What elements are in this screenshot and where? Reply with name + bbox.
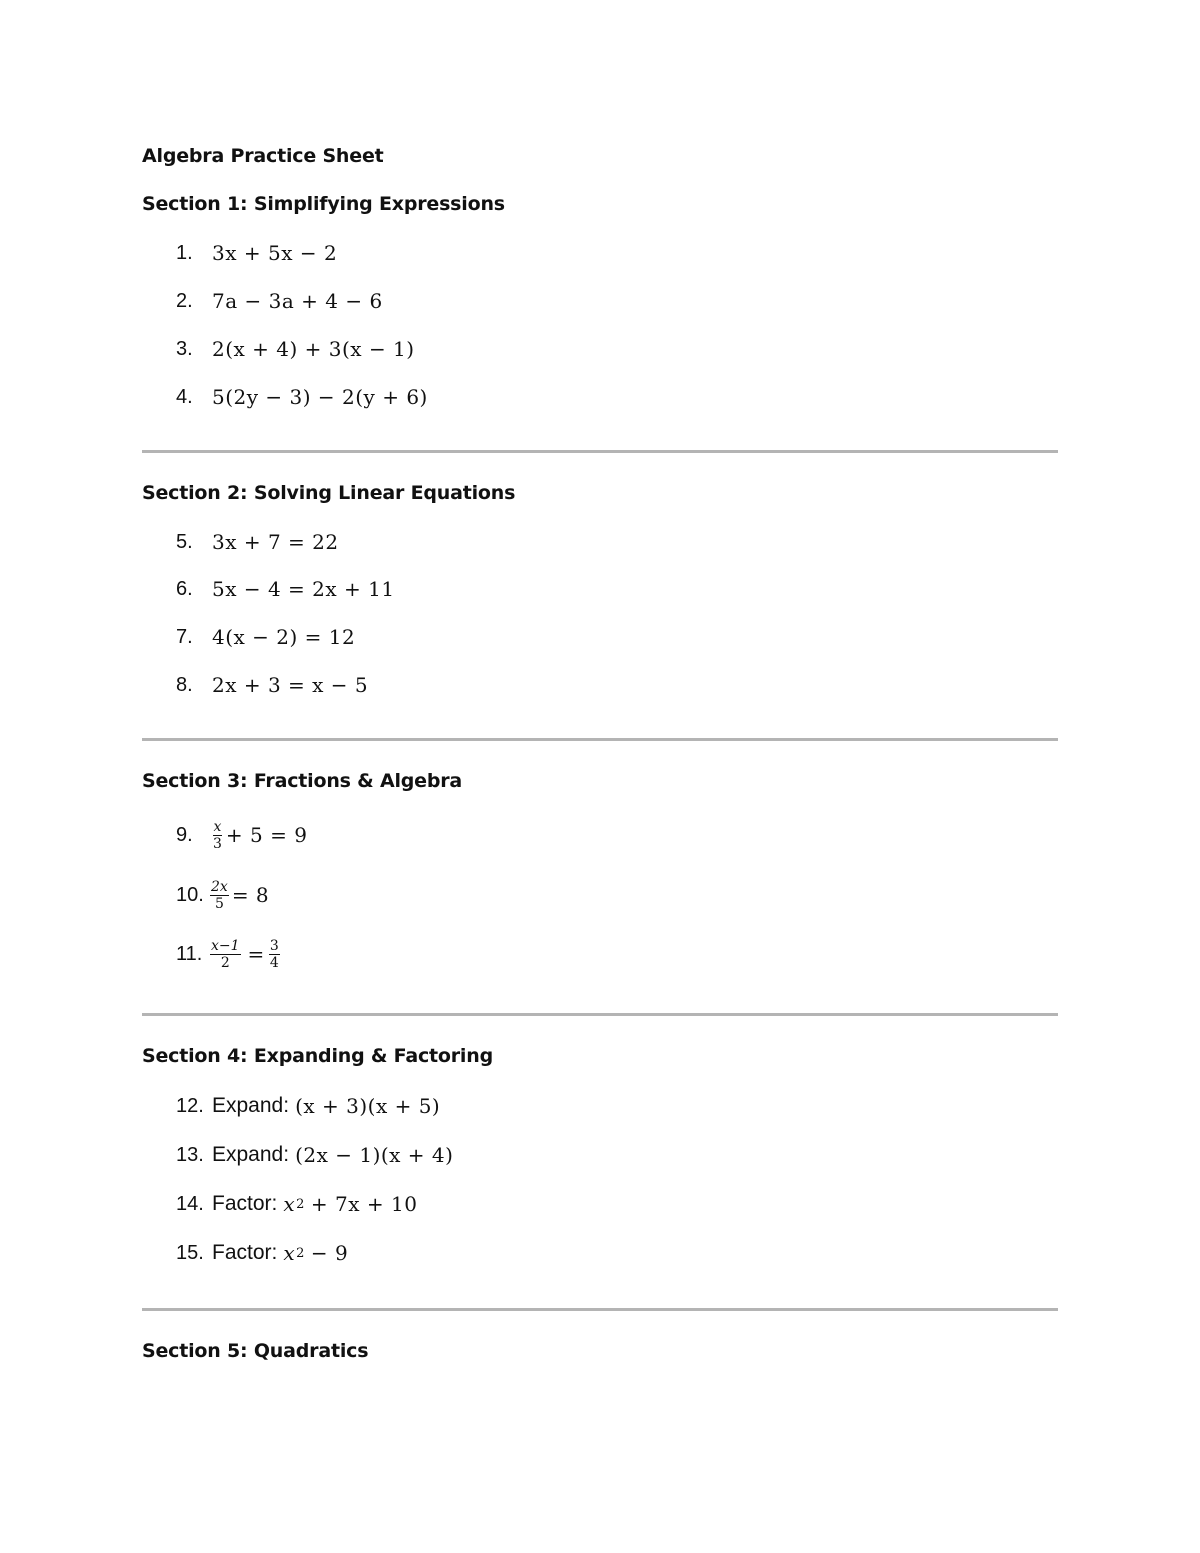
section-divider [142, 450, 1058, 453]
problem-number: 14. [176, 1192, 204, 1215]
problem-expression: + 7x + 10 [310, 1192, 418, 1216]
problem-expression: 3x + 7 = 22 [212, 530, 339, 554]
problem-8 [176, 670, 368, 700]
fraction-numerator: x−1 [211, 937, 240, 954]
fraction-numerator: x [213, 818, 222, 835]
section-divider [142, 738, 1058, 741]
problem-label: Expand: [212, 1094, 290, 1117]
problem-number: 11. [176, 942, 203, 965]
fraction-denominator: 3 [213, 835, 222, 852]
fraction [212, 819, 223, 852]
section-divider [142, 1308, 1058, 1311]
problem-7 [176, 622, 355, 652]
section-1-title: Section 1: Simplifying Expressions [142, 193, 505, 215]
problem-number: 5. [176, 530, 193, 553]
fraction-numerator: 3 [269, 937, 279, 954]
problem-14 [176, 1189, 417, 1219]
problem-number: 3. [176, 337, 193, 360]
exponent: 2 [296, 1196, 305, 1212]
problem-expression: = 8 [231, 883, 270, 907]
problem-expression: (x + 3)(x + 5) [295, 1094, 441, 1118]
problem-expression: 2x + 3 = x − 5 [212, 673, 369, 697]
page-title: Algebra Practice Sheet [142, 145, 384, 167]
fraction-denominator: 5 [214, 895, 224, 912]
problem-15 [176, 1238, 348, 1268]
problem-expression: 4(x − 2) = 12 [212, 625, 356, 649]
section-3-title: Section 3: Fractions & Algebra [142, 770, 463, 792]
section-4-title: Section 4: Expanding & Factoring [142, 1045, 493, 1067]
problem-6 [176, 574, 395, 604]
problem-label: Factor: [212, 1192, 278, 1215]
fraction [210, 879, 229, 912]
problem-number: 1. [176, 241, 193, 264]
problem-label: Factor: [212, 1241, 278, 1264]
problem-4 [176, 382, 428, 412]
power-base: x [283, 1241, 296, 1265]
problem-1 [176, 238, 337, 268]
problem-expression: 5(2y − 3) − 2(y + 6) [212, 385, 428, 409]
problem-expression: 3x + 5x − 2 [212, 241, 338, 265]
problem-number: 10. [176, 883, 204, 906]
problem-number: 8. [176, 673, 193, 696]
problem-number: 7. [176, 625, 193, 648]
problem-2 [176, 286, 383, 316]
fraction-numerator: 2x [211, 878, 228, 895]
problem-expression: 2(x + 4) + 3(x − 1) [212, 337, 415, 361]
problem-number: 12. [176, 1094, 204, 1117]
problem-5 [176, 527, 339, 557]
problem-expression: − 9 [310, 1241, 349, 1265]
problem-expression: + 5 = 9 [225, 823, 308, 847]
problem-10 [176, 878, 269, 912]
fraction [269, 938, 280, 971]
power-base: x [283, 1192, 296, 1216]
section-divider [142, 1013, 1058, 1016]
problem-number: 15. [176, 1241, 204, 1264]
fraction [210, 938, 241, 971]
problem-number: 6. [176, 577, 193, 600]
problem-number: 4. [176, 385, 193, 408]
problem-expression: 7a − 3a + 4 − 6 [212, 289, 383, 313]
section-5-title: Section 5: Quadratics [142, 1340, 369, 1362]
problem-number: 2. [176, 289, 193, 312]
section-2-title: Section 2: Solving Linear Equations [142, 482, 516, 504]
problem-11 [176, 937, 283, 971]
problem-12 [176, 1091, 440, 1121]
problem-label: Expand: [212, 1143, 290, 1166]
problem-number: 9. [176, 823, 193, 846]
equals-sign: = [247, 942, 265, 966]
problem-9 [176, 818, 307, 852]
problem-expression: (2x − 1)(x + 4) [295, 1143, 454, 1167]
problem-number: 13. [176, 1143, 204, 1166]
exponent: 2 [296, 1245, 305, 1261]
fraction-denominator: 4 [269, 954, 279, 971]
problem-expression: 5x − 4 = 2x + 11 [212, 577, 395, 601]
problem-13 [176, 1140, 453, 1170]
problem-3 [176, 334, 415, 364]
fraction-denominator: 2 [220, 954, 230, 971]
